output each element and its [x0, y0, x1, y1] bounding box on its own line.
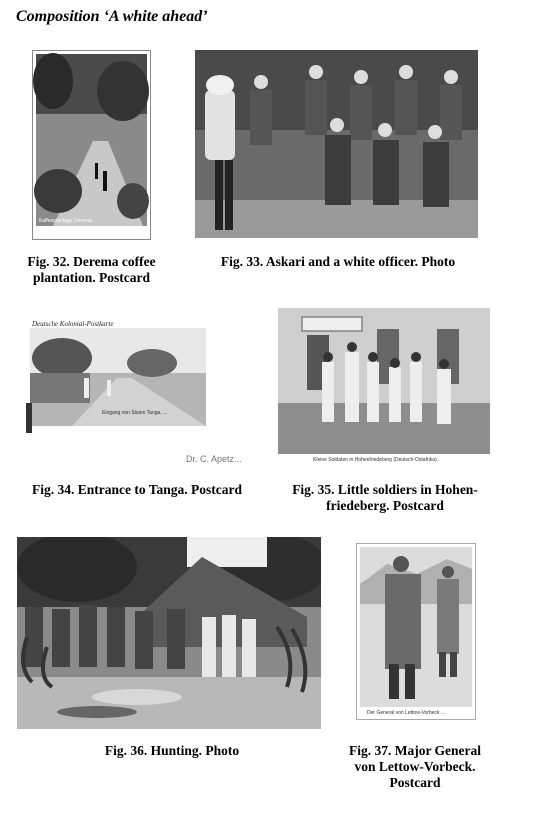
figure-34-caption: Fig. 34. Entrance to Tanga. Postcard [31, 482, 242, 497]
figure-32-image-text: Kaffeeplantage Derema [39, 218, 92, 224]
figure-36-caption: Fig. 36. Hunting. Photo [104, 743, 240, 758]
figure-37-caption: Fig. 37. Major General von Lettow-Vorbeck. Postcard [348, 743, 482, 790]
figure-35-image-text: Kleine Soldaten in Hohenfriedeberg (Deutsch-Ostafrika). [313, 457, 439, 463]
figure-37-image-text: Der General von Lettow-Vorbeck ... [367, 710, 446, 716]
figure-34-photo [22, 318, 206, 436]
figure-37-photo [356, 543, 476, 720]
figure-35-photo [277, 307, 491, 464]
figure-33-photo [195, 50, 478, 238]
figure-32-caption: Fig. 32. Derema coffee plantation. Postcard [27, 254, 156, 285]
figure-34-image-header: Deutsche Kolonial-Postkarte [32, 320, 114, 328]
figure-32-photo [32, 50, 151, 240]
figure-33-caption: Fig. 33. Askari and a white officer. Photo [220, 254, 456, 269]
figure-34-stamp: Dr. C. Apetz... [186, 454, 242, 464]
figure-35-caption: Fig. 35. Little soldiers in Hohen- friedeberg. Postcard [292, 482, 478, 513]
figure-36-photo [17, 537, 321, 729]
figure-34-image-text: Eingang von Staion Tanga, ... [102, 410, 168, 416]
page-heading: Composition ‘A white ahead’ [16, 8, 208, 25]
